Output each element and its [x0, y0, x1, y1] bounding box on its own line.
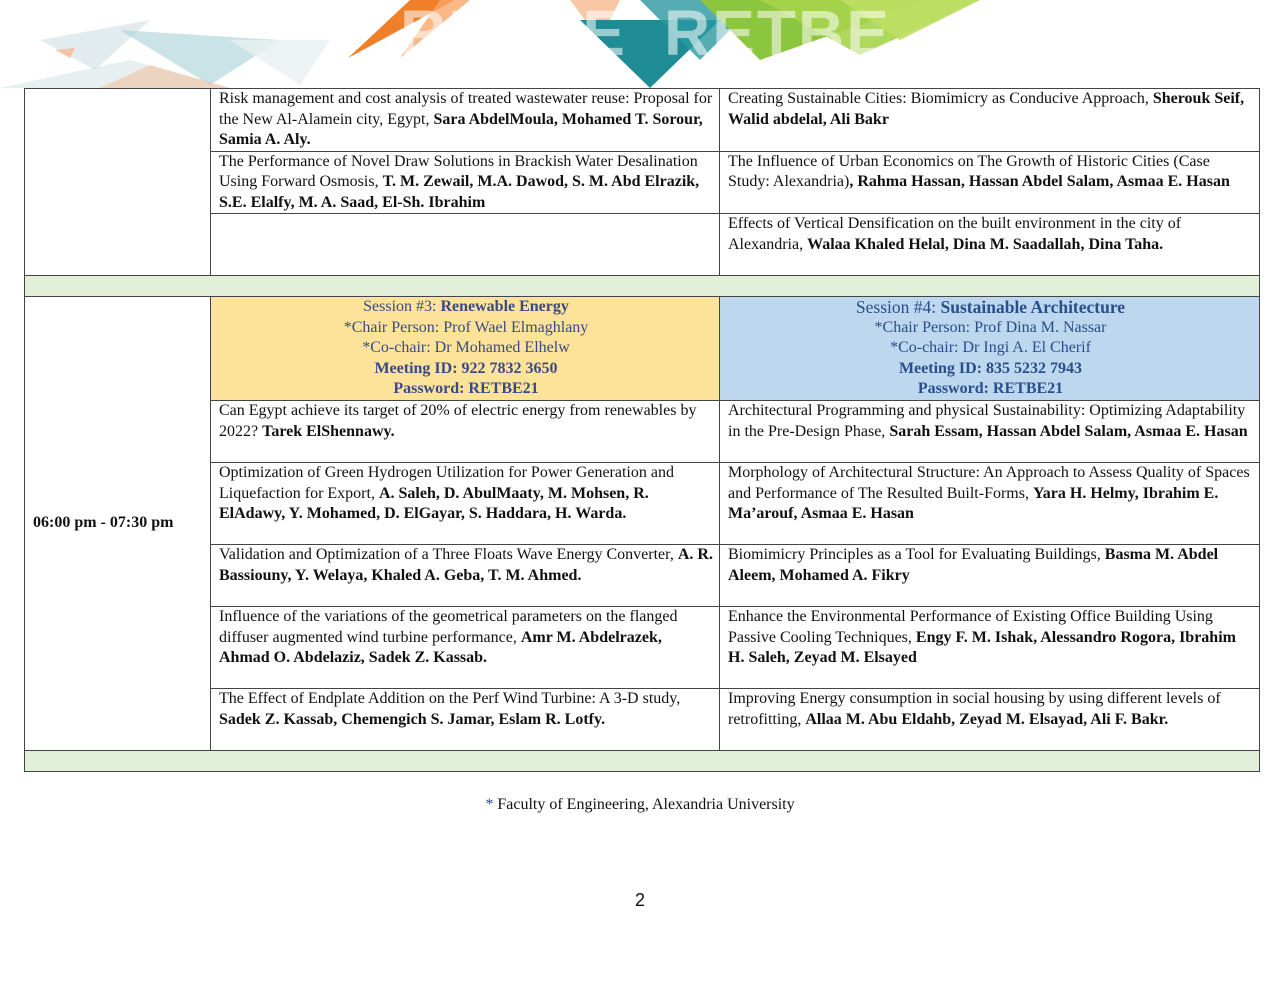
- paper-cell: [720, 689, 1260, 751]
- paper-cell: [720, 151, 1260, 214]
- paper-title: Architectural Programming and physical Sustainability: Optimizing Adaptability in the Pre-Design Phase,: [728, 402, 1246, 440]
- time-cell-empty: [25, 89, 211, 276]
- paper-cell: [720, 463, 1260, 545]
- paper-title: Risk management and cost analysis of treated wastewater reuse: Proposal for the New Al-Alamein city, Egypt,: [219, 90, 713, 128]
- paper-cell: [211, 607, 720, 689]
- footnote-text: Faculty of Engineering, Alexandria University: [493, 796, 795, 813]
- paper-authors: Sherouk Seif, Walid abdelal, Ali Bakr: [728, 90, 1245, 128]
- paper-authors: Amr M. Abdelrazek, Ahmad O. Abdelaziz, Sadek Z. Kassab.: [219, 628, 662, 666]
- header-banner: [0, 0, 1280, 90]
- paper-cell: [211, 89, 720, 152]
- paper-title: Optimization of Green Hydrogen Utilization for Power Generation and Liquefaction for Export,: [219, 464, 674, 502]
- paper-cell: [720, 401, 1260, 463]
- paper-title: Validation and Optimization of a Three Floats Wave Energy Converter,: [219, 546, 678, 563]
- paper-authors: , Rahma Hassan, Hassan Abdel Salam, Asmaa E. Hasan: [849, 173, 1230, 190]
- paper-cell: [211, 401, 720, 463]
- session-4-password: Password: RETBE21: [917, 380, 1064, 397]
- paper-authors: Sarah Essam, Hassan Abdel Salam, Asmaa E. Hasan: [889, 422, 1248, 440]
- paper-authors: A. R. Bassiouny, Y. Welaya, Khaled A. Geba, T. M. Ahmed.: [219, 546, 713, 584]
- session-header-row: [25, 297, 1260, 401]
- separator-row: [25, 276, 1260, 297]
- paper-authors: A. Saleh, D. AbulMaaty, M. Mohsen, R. ElAdawy, Y. Mohamed, D. ElGayar, S. Haddara, H. Warda.: [219, 484, 649, 522]
- session-3-password: Password: RETBE21: [393, 380, 539, 397]
- table-row: [25, 463, 1260, 545]
- paper-cell: [211, 689, 720, 751]
- paper-cell: [211, 151, 720, 214]
- footnote: [0, 796, 1280, 814]
- paper-cell: [211, 463, 720, 545]
- page-number: 2: [634, 890, 645, 910]
- paper-title: Improving Energy consumption in social housing by using different levels of retrofitting,: [728, 690, 1221, 728]
- paper-authors: Walaa Khaled Helal, Dina M. Saadallah, Dina Taha.: [807, 235, 1164, 253]
- session-3-header: [211, 297, 720, 401]
- paper-cell: [720, 607, 1260, 689]
- table-row: [25, 89, 1260, 152]
- paper-cell: [720, 545, 1260, 607]
- table-row: [25, 607, 1260, 689]
- paper-title: Effects of Vertical Densification on the built environment in the city of Alexandria,: [728, 215, 1182, 253]
- paper-authors: Basma M. Abdel Aleem, Mohamed A. Fikry: [728, 546, 1219, 584]
- paper-authors: Sadek Z. Kassab, Chemengich S. Jamar, Eslam R. Lotfy.: [219, 710, 606, 728]
- program-table: [24, 88, 1260, 772]
- session-3-cochair: *Co-chair: Dr Mohamed Elhelw: [362, 339, 570, 356]
- session-3-meeting-id: : 922 7832 3650: [452, 359, 558, 377]
- session-3-chair: *Chair Person: Prof Wael Elmaghlany: [343, 318, 589, 336]
- retbe-logo-text: [400, 0, 891, 69]
- time-slot: 06:00 pm - 07:30 pm: [25, 297, 211, 751]
- table-row: [25, 689, 1260, 751]
- footnote-star: *: [485, 796, 494, 813]
- session-4-cochair: *Co-chair: Dr Ingi A. El Cherif: [890, 339, 1091, 356]
- paper-authors: T. M. Zewail, M.A. Dawod, S. M. Abd Elrazik, S.E. Elalfy, M. A. Saad, El-Sh. Ibrahim: [219, 173, 700, 211]
- paper-cell: [720, 214, 1260, 276]
- session-4-chair: *Chair Person: Prof Dina M. Nassar: [874, 318, 1107, 336]
- session-4-title: Sustainable Architecture: [940, 297, 1126, 317]
- paper-authors: Tarek ElShennawy.: [262, 422, 395, 440]
- paper-authors: Allaa M. Abu Eldahb, Zeyad M. Elsayad, Ali F. Bakr.: [805, 710, 1169, 728]
- paper-cell: [720, 89, 1260, 152]
- paper-title: The Performance of Novel Draw Solutions in Brackish Water Desalination Using Forward Osmosis,: [219, 152, 698, 190]
- table-row: [25, 401, 1260, 463]
- meeting-id-label: Meeting ID: [898, 359, 977, 377]
- separator-row: [25, 751, 1260, 772]
- table-row: [25, 545, 1260, 607]
- paper-authors: Yara H. Helmy, Ibrahim E. Ma’arouf, Asmaa E. Hasan: [728, 484, 1219, 522]
- paper-title: Can Egypt achieve its target of 20% of electric energy from renewables by 2022?: [219, 402, 697, 440]
- paper-title: Biomimicry Principles as a Tool for Evaluating Buildings,: [728, 546, 1105, 563]
- paper-title: Morphology of Architectural Structure: An Approach to Assess Quality of Spaces and Performance of The Resulted Built-Forms,: [728, 464, 1250, 502]
- meeting-id-label: Meeting ID: [374, 359, 453, 377]
- paper-title: Influence of the variations of the geometrical parameters on the flanged diffuser augmented wind turbine performance,: [219, 608, 678, 646]
- session-4-meeting-id: : 835 5232 7943: [976, 359, 1083, 377]
- paper-cell: [211, 545, 720, 607]
- session-3-label: Session #3:: [363, 298, 441, 315]
- paper-authors: Sara AbdelMoula, Mohamed T. Sorour, Samia A. Aly.: [219, 110, 703, 148]
- table-row: [25, 151, 1260, 214]
- paper-authors: Engy F. M. Ishak, Alessandro Rogora, Ibrahim H. Saleh, Zeyad M. Elsayed: [728, 628, 1236, 666]
- brand-word-right: RETBE: [664, 0, 891, 69]
- session-4-header: [720, 297, 1260, 401]
- paper-cell-empty: [211, 214, 720, 276]
- paper-title: The Effect of Endplate Addition on the Perf Wind Turbine: A 3-D study,: [219, 690, 681, 707]
- table-row: [25, 214, 1260, 276]
- session-4-label: Session #4:: [855, 297, 941, 317]
- paper-title: Creating Sustainable Cities: Biomimicry as Conducive Approach,: [728, 90, 1153, 107]
- paper-title: Enhance the Environmental Performance of Existing Office Building Using Passive Cooling Techniques,: [728, 608, 1213, 646]
- session-3-title: Renewable Energy: [440, 298, 569, 315]
- brand-word-left: RETBE: [400, 0, 627, 69]
- paper-title: The Influence of Urban Economics on The Growth of Historic Cities (Case Study: Alexandria): [728, 152, 1210, 190]
